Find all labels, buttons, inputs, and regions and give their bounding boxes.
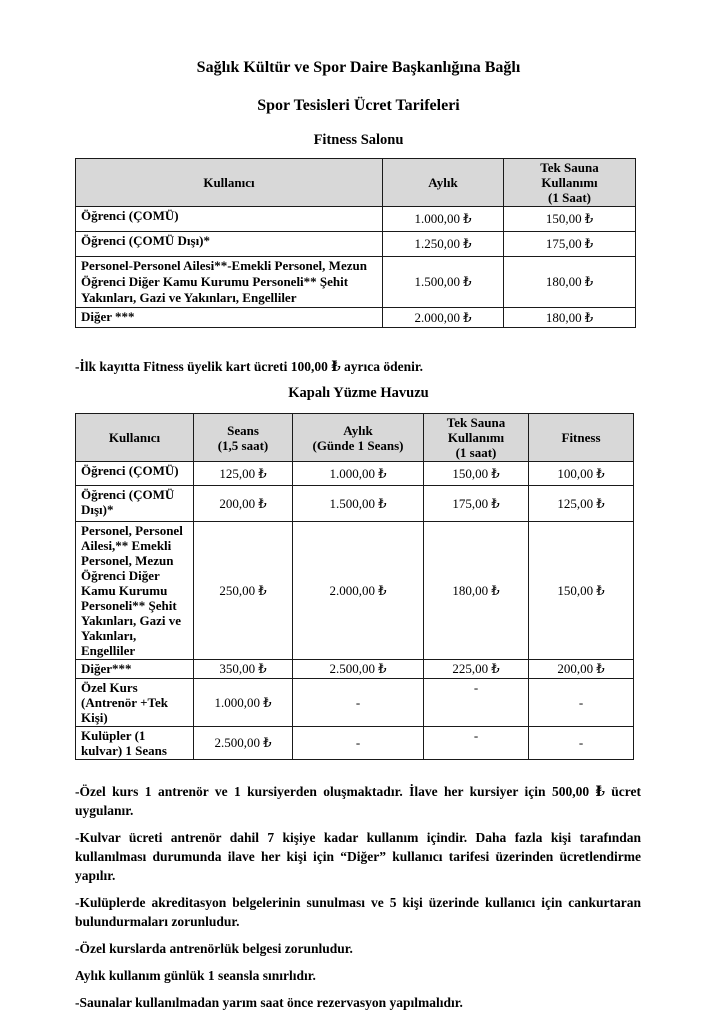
pool-row-seans: 350,00 ₺ xyxy=(194,660,293,679)
pool-row-sauna: - xyxy=(424,727,529,760)
table-row xyxy=(76,257,636,308)
pool-header-sauna-line2: Kullanımı xyxy=(447,430,505,445)
table-row xyxy=(76,727,634,760)
footnote-antrenorluk: -Özel kurslarda antrenörlük belgesi zorunludur. xyxy=(75,941,353,956)
table-row xyxy=(76,207,636,232)
fitness-header-kullanici: Kullanıcı xyxy=(76,159,383,207)
pool-row-fitness: - xyxy=(529,727,634,760)
table-row xyxy=(76,486,634,522)
pool-row-fitness: 150,00 ₺ xyxy=(529,522,634,660)
footnote-kulvar: -Kulvar ücreti antrenör dahil 7 kişiye kadar kullanım içindir. Daha fazla kişi tarafından kullanılması durumunda ilave her kişi için “Diğer” kullanıcı tarifesi üzerinden ücretlendirme yapılır. xyxy=(75,830,641,883)
pool-header-seans-line2: (1,5 saat) xyxy=(217,437,269,453)
table-row xyxy=(76,232,636,257)
pool-header-seans xyxy=(194,414,293,462)
fitness-membership-note: -İlk kayıtta Fitness üyelik kart ücreti 100,00 ₺ ayrıca ödenir. xyxy=(75,359,424,374)
footnotes-block xyxy=(75,782,641,1012)
pool-table xyxy=(75,413,634,760)
fitness-row-sauna: 180,00 ₺ xyxy=(504,257,636,308)
pool-row-seans: 200,00 ₺ xyxy=(194,486,293,522)
footnote-kulupler: -Kulüplerde akreditasyon belgelerinin sunulması ve 5 kişi üzerinde kullanıcı için cankurtaran bulundurmaları zorunludur. xyxy=(75,895,641,929)
pool-row-aylik: 1.000,00 ₺ xyxy=(293,462,424,486)
pool-row-label: Öğrenci (ÇOMÜ) xyxy=(76,462,194,486)
fitness-row-aylik: 2.000,00 ₺ xyxy=(383,308,504,328)
fitness-row-sauna: 180,00 ₺ xyxy=(504,308,636,328)
fitness-row-label: Diğer *** xyxy=(76,308,383,328)
fitness-row-aylik: 1.500,00 ₺ xyxy=(383,257,504,308)
table-row xyxy=(76,462,634,486)
pool-row-fitness: 100,00 ₺ xyxy=(529,462,634,486)
pool-row-label: Personel, Personel Ailesi,** Emekli Personel, Mezun Öğrenci Diğer Kamu Kurumu Personeli** Şehit Yakınları, Gazi ve Yakınları, Engelliler xyxy=(76,522,194,660)
pool-row-fitness: 125,00 ₺ xyxy=(529,486,634,522)
footnote-sauna-rezervasyon: -Saunalar kullanılmadan yarım saat önce rezervasyon yapılmalıdır. xyxy=(75,995,463,1010)
pool-row-sauna: 175,00 ₺ xyxy=(424,486,529,522)
pool-row-label: Öğrenci (ÇOMÜ Dışı)* xyxy=(76,486,194,522)
pool-row-seans: 2.500,00 ₺ xyxy=(194,727,293,760)
fitness-table xyxy=(75,158,636,328)
pool-table-header-row xyxy=(76,414,634,462)
pool-row-aylik: 2.500,00 ₺ xyxy=(293,660,424,679)
pool-row-sauna: - xyxy=(424,679,529,727)
pool-header-aylik xyxy=(293,414,424,462)
footnote-aylik-kullanim: Aylık kullanım günlük 1 seansla sınırlıdır. xyxy=(75,968,316,983)
fitness-header-sauna-line2: Kullanımı xyxy=(541,175,598,190)
document-title-line2: Spor Tesisleri Ücret Tarifeleri xyxy=(257,97,460,114)
pool-row-sauna: 150,00 ₺ xyxy=(424,462,529,486)
pool-row-label: Kulüpler (1 kulvar) 1 Seans xyxy=(76,727,194,760)
pool-row-label: Diğer*** xyxy=(76,660,194,679)
pool-row-aylik: - xyxy=(293,679,424,727)
fitness-row-aylik: 1.000,00 ₺ xyxy=(383,207,504,232)
fitness-header-sauna-line3: (1 Saat) xyxy=(548,190,591,205)
table-row xyxy=(76,522,634,660)
fitness-row-label: Öğrenci (ÇOMÜ Dışı)* xyxy=(76,232,383,257)
pool-row-aylik: 2.000,00 ₺ xyxy=(293,522,424,660)
fitness-header-sauna-line1: Tek Sauna xyxy=(540,160,599,175)
fitness-row-label: Personel-Personel Ailesi**-Emekli Personel, Mezun Öğrenci Diğer Kamu Kurumu Personeli** Şehit Yakınları, Gazi ve Yakınları, Engelliler xyxy=(76,257,383,308)
footnote-ozel-kurs: -Özel kurs 1 antrenör ve 1 kursiyerden oluşmaktadır. İlave her kursiyer için 500,00 ₺ ücret uygulanır. xyxy=(75,784,641,818)
fitness-table-header-row xyxy=(76,159,636,207)
table-row xyxy=(76,679,634,727)
document-title-line1: Sağlık Kültür ve Spor Daire Başkanlığına Bağlı xyxy=(196,59,521,76)
pool-row-seans: 250,00 ₺ xyxy=(194,522,293,660)
pool-header-sauna xyxy=(424,414,529,462)
pool-row-label: Özel Kurs (Antrenör +Tek Kişi) xyxy=(76,679,194,727)
table-row xyxy=(76,308,636,328)
pool-header-aylik-line1: Aylık xyxy=(343,422,373,438)
pool-row-aylik: - xyxy=(293,727,424,760)
fitness-row-label: Öğrenci (ÇOMÜ) xyxy=(76,207,383,232)
pool-row-seans: 125,00 ₺ xyxy=(194,462,293,486)
pool-header-aylik-line2: (Günde 1 Seans) xyxy=(312,437,404,453)
pool-row-sauna: 180,00 ₺ xyxy=(424,522,529,660)
pool-header-seans-line1: Seans xyxy=(227,422,259,438)
fitness-row-sauna: 150,00 ₺ xyxy=(504,207,636,232)
pool-header-sauna-line1: Tek Sauna xyxy=(446,415,506,430)
pool-row-seans: 1.000,00 ₺ xyxy=(194,679,293,727)
fitness-row-aylik: 1.250,00 ₺ xyxy=(383,232,504,257)
pool-row-fitness: 200,00 ₺ xyxy=(529,660,634,679)
pool-row-sauna: 225,00 ₺ xyxy=(424,660,529,679)
pool-header-fitness: Fitness xyxy=(529,414,634,462)
pool-header-sauna-line3: (1 saat) xyxy=(455,445,497,460)
pool-row-fitness: - xyxy=(529,679,634,727)
fitness-header-aylik: Aylık xyxy=(383,159,504,207)
pool-header-kullanici: Kullanıcı xyxy=(76,414,194,462)
pool-section-heading: Kapalı Yüzme Havuzu xyxy=(288,385,429,401)
fitness-section-heading: Fitness Salonu xyxy=(313,132,404,148)
fitness-row-sauna: 175,00 ₺ xyxy=(504,232,636,257)
table-row xyxy=(76,660,634,679)
pool-row-aylik: 1.500,00 ₺ xyxy=(293,486,424,522)
fitness-header-sauna xyxy=(504,159,636,207)
